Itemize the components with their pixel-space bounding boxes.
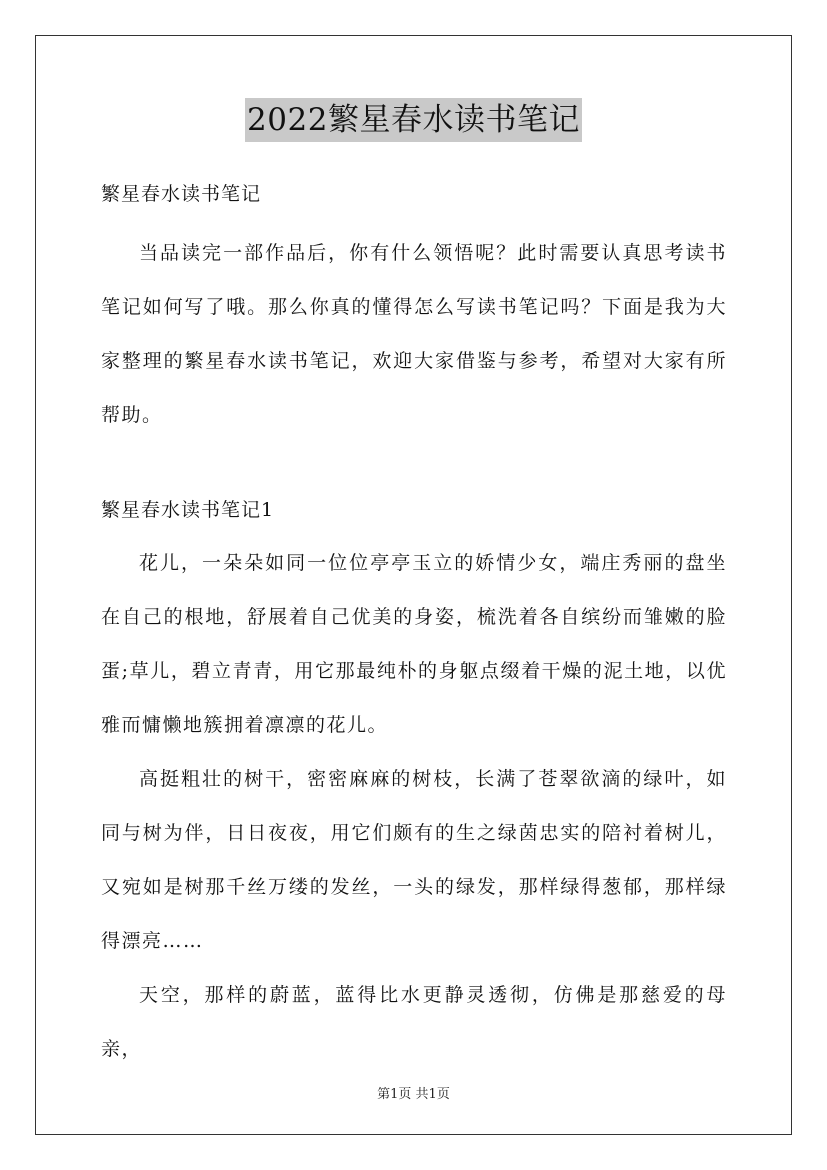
- body-paragraph: 高挺粗壮的树干，密密麻麻的树枝，长满了苍翠欲滴的绿叶，如同与树为伴，日日夜夜，用它们颇有的生之绿茵忠实的陪衬着树儿，又宛如是树那千丝万缕的发丝，一头的绿发，那样绿得葱郁，那样绿得漂亮……: [101, 768, 727, 952]
- intro-paragraph: 当品读完一部作品后，你有什么领悟呢？此时需要认真思考读书笔记如何写了哦。那么你真的懂得怎么写读书笔记吗？下面是我为大家整理的繁星春水读书笔记，欢迎大家借鉴与参考，希望对大家有所帮助。: [101, 242, 727, 426]
- document-body: [101, 172, 727, 1076]
- section-heading: 繁星春水读书笔记1: [101, 499, 275, 521]
- body-paragraph: 天空，那样的蔚蓝，蓝得比水更静灵透彻，仿佛是那慈爱的母亲，: [101, 984, 727, 1060]
- intro-heading: 繁星春水读书笔记: [101, 183, 262, 205]
- title-container: [0, 98, 827, 142]
- document-title: 2022繁星春水读书笔记: [245, 98, 582, 142]
- page-footer: 第1页 共1页: [377, 1087, 450, 1102]
- body-paragraph: 花儿，一朵朵如同一位位亭亭玉立的娇情少女，端庄秀丽的盘坐在自己的根地，舒展着自己优美的身姿，梳洗着各自缤纷而雏嫩的脸蛋;草儿，碧立青青，用它那最纯朴的身躯点缀着干燥的泥土地，以优雅而慵懒地簇拥着凛凛的花儿。: [101, 552, 727, 736]
